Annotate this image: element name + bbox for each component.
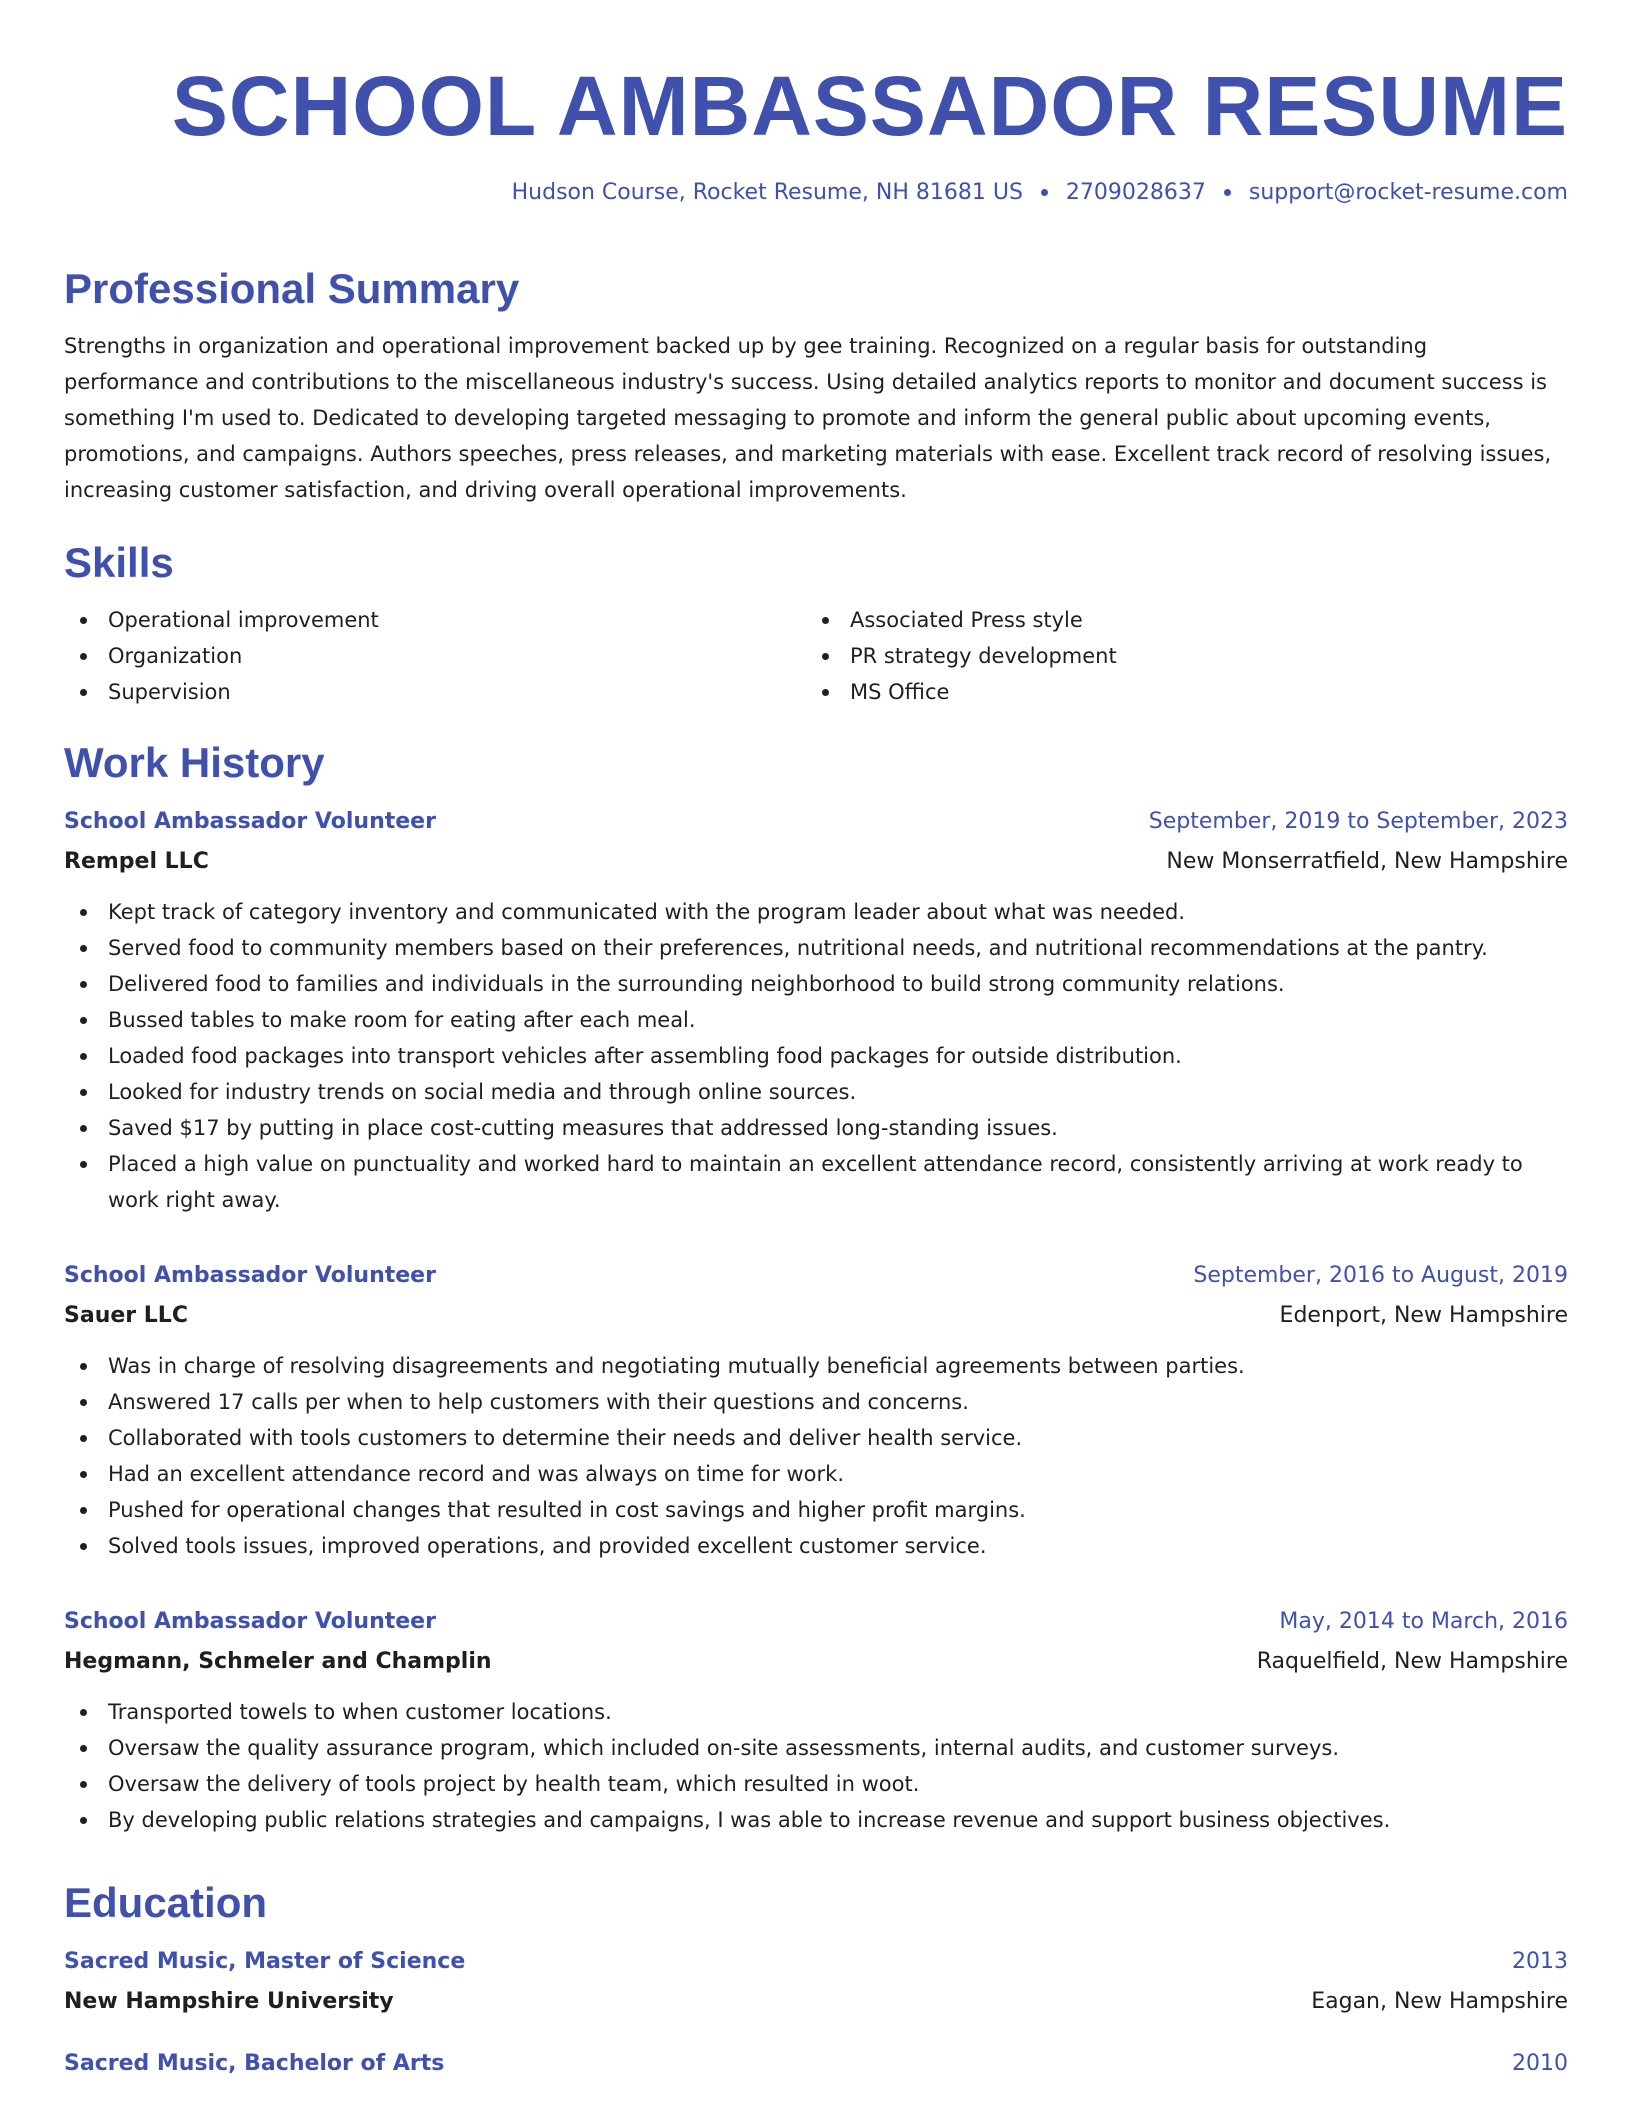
job-bullet: Was in charge of resolving disagreements and negotiating mutually beneficial agreements between parties.	[64, 1348, 1568, 1384]
skill-item: Associated Press style	[806, 602, 1548, 638]
job-entry	[64, 1256, 1568, 1564]
job-bullet: Answered 17 calls per when to help customers with their questions and concerns.	[64, 1384, 1568, 1420]
education-header-row	[64, 1942, 1568, 1982]
education-degree: Sacred Music, Master of Science	[64, 1949, 466, 1974]
summary-text: Strengths in organization and operational improvement backed up by gee training. Recognized on a regular basis for outstanding performance and contributions to the miscellaneous industry's success. Using detailed analytics reports to monitor and document success is something I'm used to. Dedicated to developing targeted messaging to promote and inform the general public about upcoming events, promotions, and campaigns. Authors speeches, press releases, and marketing materials with ease. Excellent track record of resolving issues, increasing customer satisfaction, and driving overall operational improvements.	[64, 334, 1552, 502]
bullet-separator-icon	[1224, 189, 1231, 196]
job-title: School Ambassador Volunteer	[64, 809, 436, 834]
skills-list	[64, 602, 1568, 710]
job-bullet: Loaded food packages into transport vehicles after assembling food packages for outside distribution.	[64, 1038, 1568, 1074]
section-title-education: Education	[64, 1879, 268, 1926]
job-bullet: Had an excellent attendance record and was always on time for work.	[64, 1456, 1568, 1492]
job-dates: September, 2016 to August, 2019	[1193, 1263, 1568, 1288]
job-title: School Ambassador Volunteer	[64, 1609, 436, 1634]
job-dates: May, 2014 to March, 2016	[1279, 1609, 1568, 1634]
job-title: School Ambassador Volunteer	[64, 1263, 436, 1288]
job-location: Raquelfield, New Hampshire	[1256, 1649, 1568, 1674]
education-school: New Hampshire University	[64, 1989, 394, 2014]
job-dates: September, 2019 to September, 2023	[1148, 809, 1568, 834]
contact-phone: 2709028637	[1065, 180, 1206, 205]
skill-item: Operational improvement	[64, 602, 806, 638]
skills-column-right	[806, 602, 1548, 710]
job-bullet: Oversaw the quality assurance program, which included on-site assessments, internal audits, and customer surveys.	[64, 1730, 1568, 1766]
job-company: Hegmann, Schmeler and Champlin	[64, 1649, 492, 1674]
contact-line	[512, 180, 1568, 205]
contact-email: support@rocket-resume.com	[1248, 180, 1568, 205]
job-company-row	[64, 1296, 1568, 1336]
job-bullet: Kept track of category inventory and communicated with the program leader about what was needed.	[64, 894, 1568, 930]
job-bullet: Collaborated with tools customers to determine their needs and deliver health service.	[64, 1420, 1568, 1456]
section-title-summary: Professional Summary	[64, 265, 520, 312]
education-header-row	[64, 2044, 1568, 2084]
resume-title: SCHOOL AMBASSADOR RESUME	[171, 59, 1568, 153]
job-company: Sauer LLC	[64, 1303, 188, 1328]
skill-item: Organization	[64, 638, 806, 674]
job-bullet: By developing public relations strategies and campaigns, I was able to increase revenue and support business objectives.	[64, 1802, 1568, 1838]
section-title-skills: Skills	[64, 539, 174, 586]
job-entry	[64, 1602, 1568, 1838]
education-degree: Sacred Music, Bachelor of Arts	[64, 2051, 445, 2076]
skill-item: MS Office	[806, 674, 1548, 710]
resume-content	[64, 262, 1568, 2106]
job-bullet: Served food to community members based on their preferences, nutritional needs, and nutritional recommendations at the pantry.	[64, 930, 1568, 966]
job-bullet: Placed a high value on punctuality and worked hard to maintain an excellent attendance record, consistently arriving at work ready to work right away.	[64, 1146, 1568, 1218]
job-location: Edenport, New Hampshire	[1279, 1303, 1568, 1328]
job-header-row	[64, 802, 1568, 842]
job-header-row	[64, 1602, 1568, 1642]
bullet-separator-icon	[1041, 189, 1048, 196]
contact-address: Hudson Course, Rocket Resume, NH 81681 US	[511, 180, 1023, 205]
job-bullet: Transported towels to when customer locations.	[64, 1694, 1568, 1730]
job-bullet: Pushed for operational changes that resulted in cost savings and higher profit margins.	[64, 1492, 1568, 1528]
job-bullets	[64, 1348, 1568, 1564]
education-entry	[64, 2044, 1568, 2084]
skills-column-left	[64, 602, 806, 710]
job-bullet: Oversaw the delivery of tools project by health team, which resulted in woot.	[64, 1766, 1568, 1802]
resume-page	[64, 0, 1568, 2112]
education-location: Eagan, New Hampshire	[1311, 1989, 1568, 2014]
section-title-work: Work History	[64, 739, 325, 786]
job-bullets	[64, 894, 1568, 1218]
job-bullet: Bussed tables to make room for eating after each meal.	[64, 1002, 1568, 1038]
job-header-row	[64, 1256, 1568, 1296]
job-bullet: Delivered food to families and individuals in the surrounding neighborhood to build strong community relations.	[64, 966, 1568, 1002]
job-company-row	[64, 842, 1568, 882]
skill-item: Supervision	[64, 674, 806, 710]
education-school-row	[64, 1982, 1568, 2022]
education-year: 2010	[1512, 2051, 1568, 2076]
job-company: Rempel LLC	[64, 849, 209, 874]
job-bullet: Looked for industry trends on social media and through online sources.	[64, 1074, 1568, 1110]
job-bullets	[64, 1694, 1568, 1838]
job-entry	[64, 802, 1568, 1218]
education-entry	[64, 1942, 1568, 2022]
job-company-row	[64, 1642, 1568, 1682]
job-bullet: Solved tools issues, improved operations, and provided excellent customer service.	[64, 1528, 1568, 1564]
job-bullet: Saved $17 by putting in place cost-cutting measures that addressed long-standing issues.	[64, 1110, 1568, 1146]
job-location: New Monserratfield, New Hampshire	[1166, 849, 1568, 874]
skill-item: PR strategy development	[806, 638, 1548, 674]
education-year: 2013	[1512, 1949, 1568, 1974]
